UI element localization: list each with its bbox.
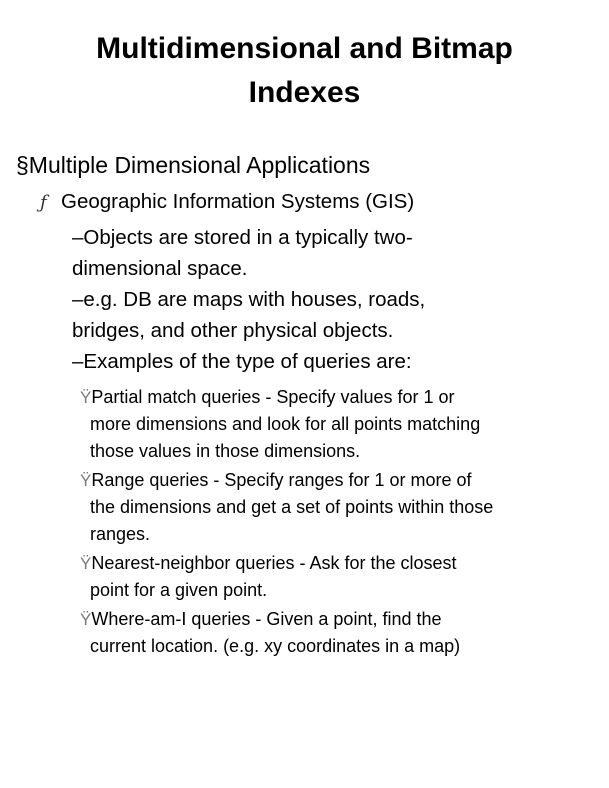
bullet-text: bridges, and other physical objects. [72,319,394,342]
bullet-text: Where-am-I queries - Given a point, find the [91,609,442,629]
bullet-gis [40,189,414,216]
dash-bullet-icon: – [72,288,84,311]
bullet-text: Examples of the type of queries are: [83,350,412,373]
bullet-text: Geographic Information Systems (GIS) [61,190,415,213]
bullet-range-queries-line-3 [90,524,150,545]
bullet-text: more dimensions and look for all points matching [90,414,481,434]
bullet-text: Objects are stored in a typically two- [83,226,413,249]
bullet-text: Range queries - Specify ranges for 1 or more of [91,470,472,490]
bullet-nearest-neighbor-line-2 [90,580,267,601]
bullet-text: those values in those dimensions. [90,441,361,461]
florin-bullet-icon: ƒ [40,192,47,213]
bullet-range-queries [80,470,472,491]
bullet-objects-stored-continuation [72,254,248,283]
dot-bullet-icon: Ÿ [80,610,92,629]
bullet-where-am-i-line-2 [90,636,460,657]
bullet-db-maps [72,285,425,314]
bullet-nearest-neighbor [80,553,457,574]
section-bullet-icon: § [16,152,29,178]
dash-bullet-icon: – [72,350,84,373]
bullet-partial-match-line-2 [90,414,480,435]
title-line-1: Multidimensional and Bitmap [96,32,513,65]
bullet-multiple-dimensional-applications [16,151,370,179]
title-line-2: Indexes [248,76,361,109]
dot-bullet-icon: Ÿ [80,554,92,573]
bullet-text: e.g. DB are maps with houses, roads, [83,288,426,311]
bullet-db-maps-continuation [72,316,393,345]
dash-bullet-icon: – [72,226,84,249]
bullet-objects-stored [72,223,413,252]
slide-title [0,27,609,115]
bullet-text: ranges. [90,524,151,544]
bullet-text: point for a given point. [90,580,268,600]
bullet-text: Nearest-neighbor queries - Ask for the closest [91,553,457,573]
bullet-range-queries-line-2 [90,497,493,518]
bullet-where-am-i [80,609,442,630]
bullet-text: current location. (e.g. xy coordinates in a map) [90,636,461,656]
dot-bullet-icon: Ÿ [80,388,92,407]
bullet-query-examples [72,347,412,376]
bullet-text: dimensional space. [72,257,248,280]
bullet-text: the dimensions and get a set of points within those [90,497,494,517]
bullet-text: Partial match queries - Specify values for 1 or [91,387,455,407]
bullet-text: Multiple Dimensional Applications [28,152,371,178]
bullet-partial-match-line-3 [90,441,360,462]
dot-bullet-icon: Ÿ [80,471,92,490]
bullet-partial-match [80,387,455,408]
